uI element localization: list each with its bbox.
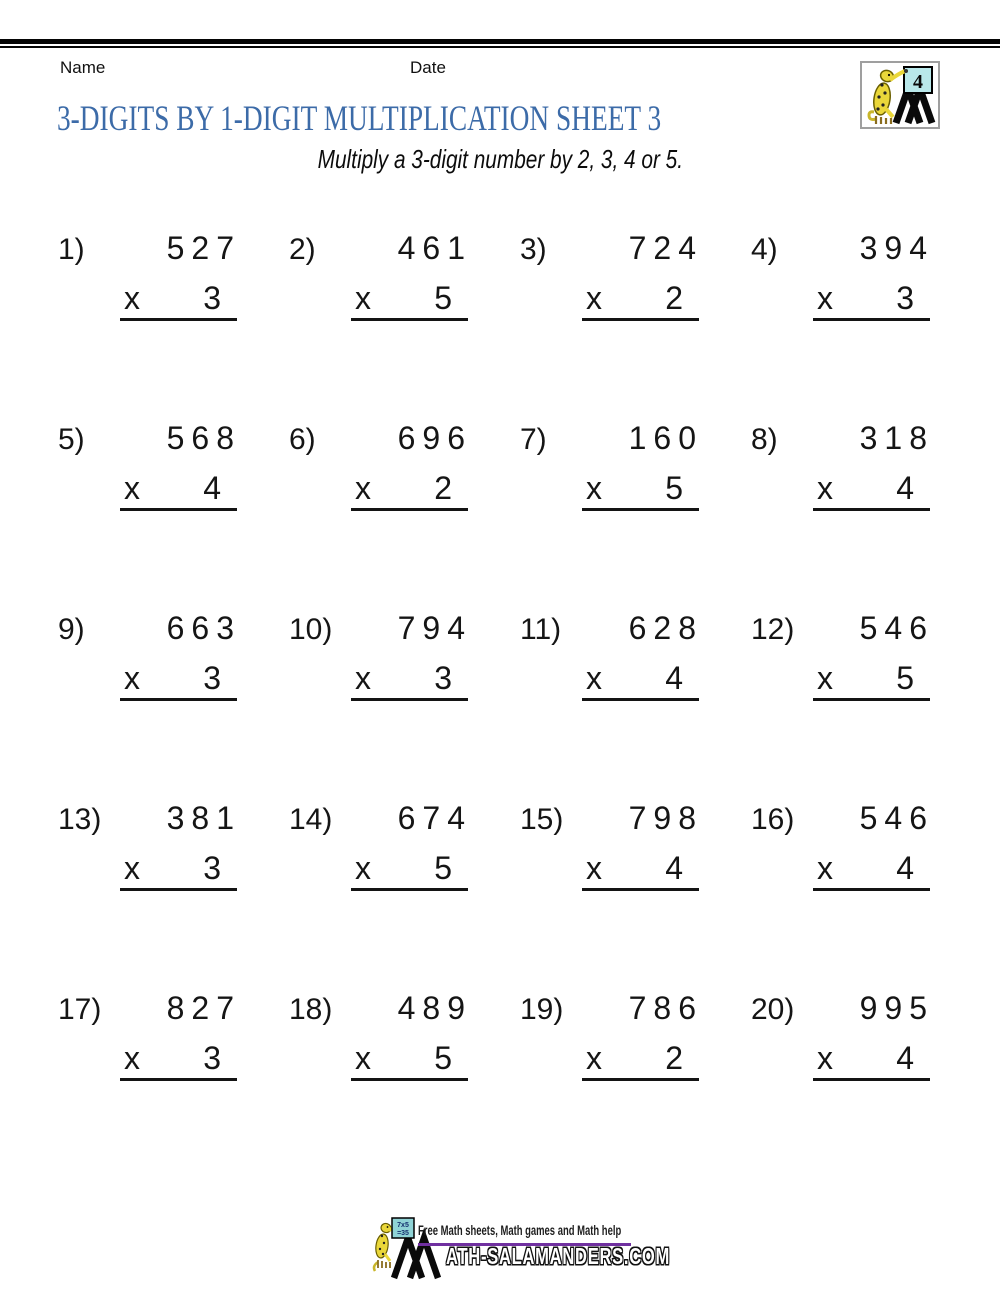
name-label: Name <box>60 58 106 77</box>
problem-number: 16) <box>751 803 795 836</box>
multiplicand: 461 <box>397 230 472 266</box>
multiplication-row <box>586 472 683 504</box>
answer-line <box>582 888 699 891</box>
problem-cell <box>520 990 703 1102</box>
problem-cell <box>58 420 241 532</box>
multiply-sign: x <box>124 470 140 506</box>
multiply-sign: x <box>817 660 833 696</box>
multiply-sign: x <box>355 470 371 506</box>
multiplicand: 489 <box>397 990 472 1026</box>
problem-cell <box>289 420 472 532</box>
problem-number: 8) <box>751 423 778 456</box>
multiplicand: 381 <box>166 800 241 836</box>
answer-line <box>351 318 468 321</box>
logo-badge-number: 4 <box>913 71 923 93</box>
multiplication-row <box>124 472 221 504</box>
multiplier: 2 <box>434 470 452 506</box>
multiplier: 2 <box>665 280 683 316</box>
multiplier: 3 <box>203 280 221 316</box>
multiplier: 5 <box>434 850 452 886</box>
multiply-sign: x <box>355 850 371 886</box>
problem-number: 10) <box>289 613 333 646</box>
answer-line <box>582 698 699 701</box>
problem-number: 3) <box>520 233 547 266</box>
multiplier: 3 <box>896 280 914 316</box>
answer-line <box>582 508 699 511</box>
multiplicand: 794 <box>397 610 472 646</box>
multiplicand: 724 <box>628 230 703 266</box>
answer-line <box>120 1078 237 1081</box>
problem-number: 2) <box>289 233 316 266</box>
answer-line <box>813 1078 930 1081</box>
problem-cell <box>520 230 703 342</box>
problem-number: 11) <box>520 613 562 646</box>
multiplier: 3 <box>203 850 221 886</box>
problem-cell <box>751 800 934 912</box>
footer-board-line1: 7x5 <box>397 1222 409 1229</box>
multiplication-row <box>355 472 452 504</box>
multiply-sign: x <box>586 470 602 506</box>
multiply-sign: x <box>817 850 833 886</box>
multiplication-row <box>355 852 452 884</box>
footer <box>370 1216 670 1288</box>
multiplication-row <box>817 852 914 884</box>
multiplication-row <box>124 852 221 884</box>
problem-number: 20) <box>751 993 795 1026</box>
multiplicand: 318 <box>859 420 934 456</box>
problem-number: 14) <box>289 803 333 836</box>
multiplicand: 160 <box>628 420 703 456</box>
multiplication-row <box>817 282 914 314</box>
multiplicand: 786 <box>628 990 703 1026</box>
multiply-sign: x <box>586 850 602 886</box>
multiplication-row <box>586 282 683 314</box>
problem-cell <box>58 610 241 722</box>
top-rule-thick <box>0 39 1000 44</box>
problem-number: 7) <box>520 423 547 456</box>
problem-number: 5) <box>58 423 85 456</box>
multiplier: 5 <box>896 660 914 696</box>
multiplication-row <box>817 1042 914 1074</box>
answer-line <box>813 508 930 511</box>
problem-number: 1) <box>58 233 85 266</box>
problem-cell <box>289 990 472 1102</box>
multiply-sign: x <box>355 1040 371 1076</box>
multiplicand: 546 <box>859 800 934 836</box>
multiplication-row <box>355 662 452 694</box>
problem-number: 6) <box>289 423 316 456</box>
multiplier: 4 <box>896 850 914 886</box>
header-logo <box>860 61 940 129</box>
multiplication-row <box>817 472 914 504</box>
multiplicand: 995 <box>859 990 934 1026</box>
problem-cell <box>520 610 703 722</box>
problem-cell <box>751 610 934 722</box>
multiply-sign: x <box>124 850 140 886</box>
footer-board-line2: =35 <box>397 1230 409 1237</box>
multiplication-row <box>124 1042 221 1074</box>
logo-m-glyph <box>896 89 932 123</box>
multiplier: 5 <box>434 280 452 316</box>
multiply-sign: x <box>817 1040 833 1076</box>
answer-line <box>351 698 468 701</box>
multiplier: 4 <box>896 470 914 506</box>
multiplier: 3 <box>434 660 452 696</box>
problem-number: 4) <box>751 233 778 266</box>
answer-line <box>582 1078 699 1081</box>
problem-cell <box>58 800 241 912</box>
multiply-sign: x <box>817 470 833 506</box>
footer-site-name: ATH-SALAMANDERS.COM <box>446 1243 671 1269</box>
problem-number: 13) <box>58 803 102 836</box>
multiplicand: 628 <box>628 610 703 646</box>
multiplication-row <box>817 662 914 694</box>
multiplication-row <box>124 662 221 694</box>
multiplicand: 827 <box>166 990 241 1026</box>
multiplier: 3 <box>203 1040 221 1076</box>
multiplier: 4 <box>896 1040 914 1076</box>
multiply-sign: x <box>124 280 140 316</box>
problem-number: 15) <box>520 803 564 836</box>
page-subtitle: Multiply a 3-digit number by 2, 3, 4 or 5. <box>317 144 683 174</box>
answer-line <box>120 508 237 511</box>
problem-number: 12) <box>751 613 795 646</box>
answer-line <box>351 888 468 891</box>
problem-number: 18) <box>289 993 333 1026</box>
answer-line <box>813 698 930 701</box>
answer-line <box>351 1078 468 1081</box>
multiplicand: 798 <box>628 800 703 836</box>
problem-cell <box>289 610 472 722</box>
multiplicand: 696 <box>397 420 472 456</box>
problem-cell <box>58 230 241 342</box>
answer-line <box>120 888 237 891</box>
multiplier: 4 <box>665 660 683 696</box>
multiplier: 4 <box>203 470 221 506</box>
multiply-sign: x <box>355 660 371 696</box>
answer-line <box>351 508 468 511</box>
multiply-sign: x <box>586 280 602 316</box>
answer-line <box>120 698 237 701</box>
multiplicand: 546 <box>859 610 934 646</box>
multiply-sign: x <box>124 1040 140 1076</box>
answer-line <box>813 888 930 891</box>
answer-line <box>582 318 699 321</box>
problem-number: 17) <box>58 993 102 1026</box>
multiplication-row <box>586 662 683 694</box>
problem-cell <box>520 420 703 532</box>
multiplicand: 394 <box>859 230 934 266</box>
multiplier: 2 <box>665 1040 683 1076</box>
multiplication-row <box>586 852 683 884</box>
multiplicand: 674 <box>397 800 472 836</box>
problem-cell <box>751 230 934 342</box>
multiplication-row <box>355 1042 452 1074</box>
problem-number: 9) <box>58 613 85 646</box>
multiplier: 4 <box>665 850 683 886</box>
multiply-sign: x <box>355 280 371 316</box>
multiply-sign: x <box>817 280 833 316</box>
multiplicand: 663 <box>166 610 241 646</box>
multiply-sign: x <box>124 660 140 696</box>
problems-grid <box>58 230 934 1102</box>
multiplication-row <box>124 282 221 314</box>
footer-tagline: Free Math sheets, Math games and Math help <box>418 1223 622 1238</box>
multiply-sign: x <box>586 660 602 696</box>
problem-cell <box>520 800 703 912</box>
answer-line <box>120 318 237 321</box>
multiplier: 5 <box>434 1040 452 1076</box>
multiply-sign: x <box>586 1040 602 1076</box>
problem-cell <box>751 990 934 1102</box>
problem-cell <box>751 420 934 532</box>
top-rule-thin <box>0 46 1000 48</box>
multiplication-row <box>586 1042 683 1074</box>
problem-cell <box>289 800 472 912</box>
answer-line <box>813 318 930 321</box>
header-logo-graphic <box>862 63 938 127</box>
problem-cell <box>58 990 241 1102</box>
page-title: 3-DIGITS BY 1-DIGIT MULTIPLICATION SHEET 3 <box>57 98 662 138</box>
multiplicand: 568 <box>166 420 241 456</box>
date-label: Date <box>410 58 446 77</box>
multiplier: 5 <box>665 470 683 506</box>
multiplication-row <box>355 282 452 314</box>
subtitle-row <box>0 146 1000 173</box>
problem-number: 19) <box>520 993 564 1026</box>
multiplier: 3 <box>203 660 221 696</box>
problem-cell <box>289 230 472 342</box>
multiplicand: 527 <box>166 230 241 266</box>
